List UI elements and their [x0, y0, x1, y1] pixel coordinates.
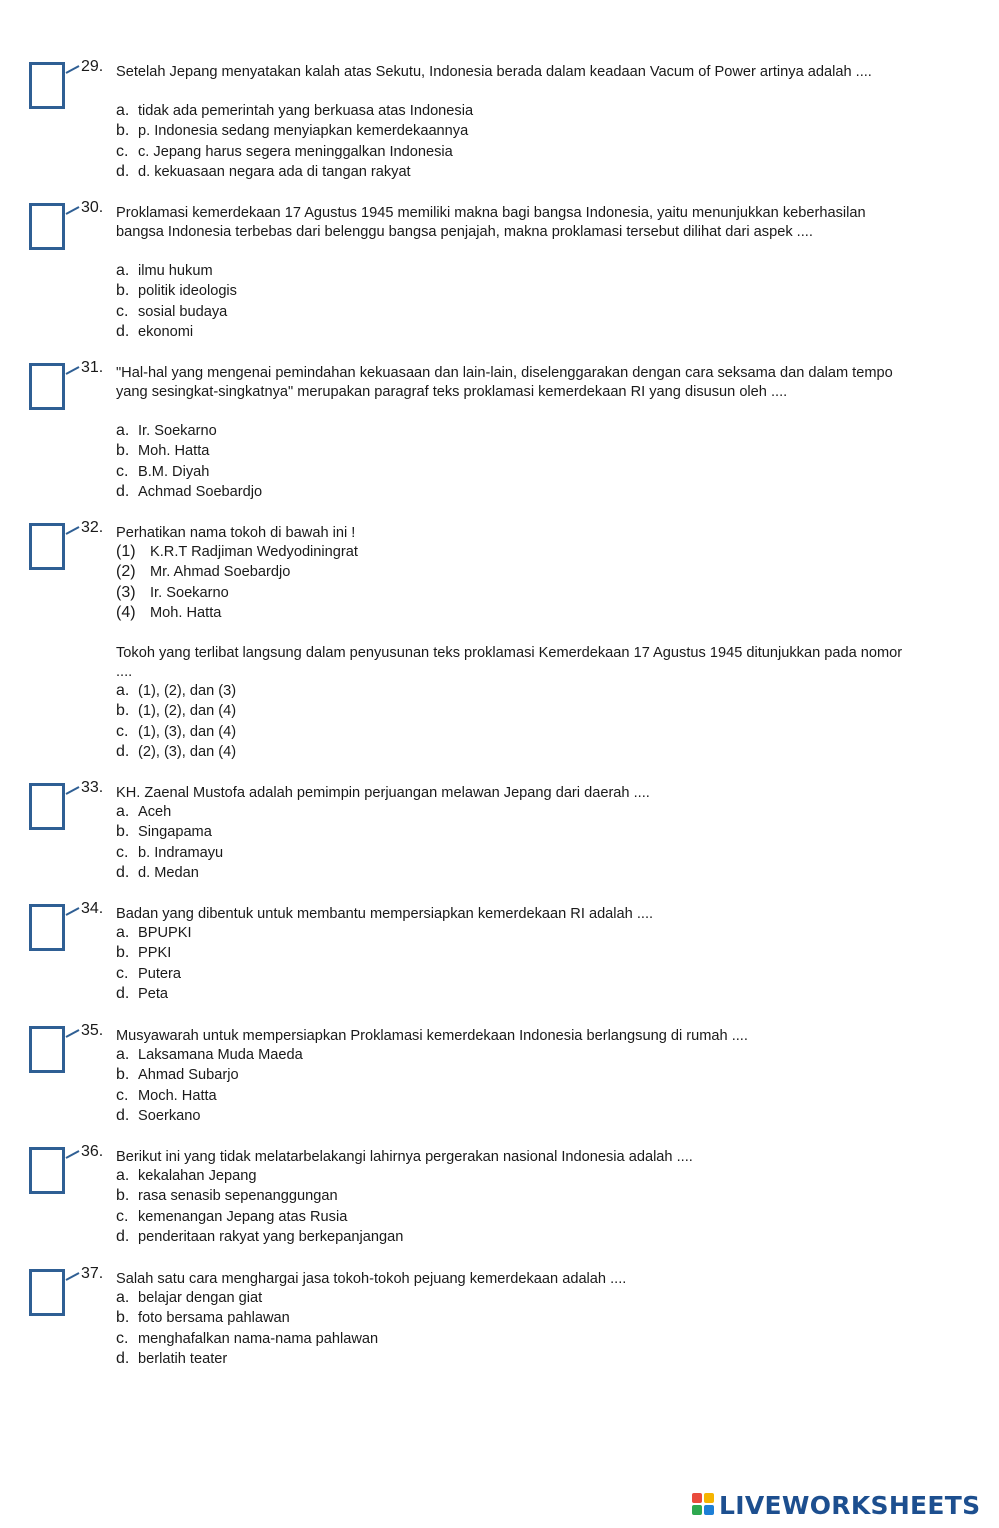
option-d [116, 1106, 916, 1126]
option-a [116, 1288, 916, 1308]
statement-item [116, 542, 916, 562]
option-c [116, 302, 916, 322]
option-text: PPKI [138, 945, 172, 962]
option-text: penderitaan rakyat yang berkepanjangan [138, 1229, 404, 1246]
statement-number: (3) [116, 583, 136, 601]
statement-item [116, 583, 916, 603]
option-b [116, 822, 916, 842]
option-a [116, 802, 916, 822]
option-letter: c. [116, 843, 129, 861]
statement-text: Ir. Soekarno [150, 584, 229, 601]
question-number: 30. [81, 199, 104, 216]
statement-text: Mr. Ahmad Soebardjo [150, 564, 291, 581]
pointer-tick-icon [66, 365, 80, 375]
option-text: d. Medan [138, 865, 199, 882]
option-letter: d. [116, 1228, 130, 1246]
option-b [116, 1065, 916, 1085]
option-letter: b. [116, 442, 130, 460]
option-letter: c. [116, 1329, 129, 1347]
pointer-tick-icon [66, 64, 80, 74]
option-list [116, 1166, 916, 1248]
option-text: Ir. Soekarno [138, 423, 217, 439]
option-text: politik ideologis [138, 283, 237, 300]
question-number: 34. [81, 900, 104, 917]
option-text: kemenangan Jepang atas Rusia [138, 1208, 348, 1225]
statement-text: Moh. Hatta [150, 605, 222, 622]
option-text: rasa senasib sepenanggungan [138, 1188, 338, 1205]
option-d [116, 863, 916, 883]
option-b [116, 441, 916, 461]
question-prompt: Tokoh yang terlibat langsung dalam penyusunan teks proklamasi Kemerdekaan 17 Agustus 1945 ditunjukkan pada nomor .... [116, 645, 903, 680]
question-text: "Hal-hal yang mengenai pemindahan kekuasaan dan lain-lain, diselenggarakan dengan cara seksama dan dalam tempo yang sesingkat-singkatnya" merupakan paragraf teks proklamasi kemerdekaan RI yang disusun oleh .... [116, 365, 893, 400]
option-list [116, 1045, 916, 1127]
option-letter: d. [116, 163, 130, 181]
question-number: 32. [81, 519, 104, 536]
option-letter: a. [116, 924, 130, 941]
option-text: (1), (2), dan (3) [138, 683, 237, 699]
option-list [116, 421, 916, 503]
question-text: Setelah Jepang menyatakan kalah atas Sekutu, Indonesia berada dalam keadaan Vacum of Power artinya adalah .... [116, 64, 872, 80]
option-text: BPUPKI [138, 925, 192, 941]
statement-text: K.R.T Radjiman Wedyodiningrat [150, 544, 358, 560]
option-letter: d. [116, 323, 130, 341]
option-text: berlatih teater [138, 1351, 228, 1368]
option-text: sosial budaya [138, 303, 228, 320]
option-letter: c. [116, 722, 129, 740]
option-text: Singapama [138, 824, 212, 841]
option-text: Aceh [138, 804, 172, 820]
statement-number: (4) [116, 604, 136, 622]
option-b [116, 121, 916, 141]
question-text: Proklamasi kemerdekaan 17 Agustus 1945 memiliki makna bagi bangsa Indonesia, yaitu menunjukkan keberhasilan bangsa Indonesia terbebas dari belenggu bangsa penjajah, makna proklamasi tersebut dilihat dari aspek .... [116, 205, 866, 240]
option-d [116, 1227, 916, 1247]
question-text: KH. Zaenal Mustofa adalah pemimpin perjuangan melawan Jepang dari daerah .... [116, 785, 650, 801]
option-text: Peta [138, 986, 169, 1003]
option-letter: a. [116, 1167, 130, 1184]
option-d [116, 1349, 916, 1369]
liveworksheets-logo-icon [692, 1493, 716, 1517]
option-letter: c. [116, 1086, 129, 1104]
option-letter: b. [116, 1187, 130, 1205]
option-d [116, 984, 916, 1004]
liveworksheets-logo [692, 1488, 980, 1522]
option-text: Ahmad Subarjo [138, 1067, 239, 1084]
option-c [116, 964, 916, 984]
option-d [116, 742, 916, 762]
option-letter: d. [116, 1107, 130, 1125]
pointer-tick-icon [66, 1149, 80, 1159]
question-number: 31. [81, 359, 104, 376]
option-letter: d. [116, 1350, 130, 1368]
option-a [116, 1166, 916, 1186]
question-text: Perhatikan nama tokoh di bawah ini ! [116, 525, 356, 541]
answer-box-37[interactable] [29, 1269, 65, 1316]
option-letter: a. [116, 682, 130, 699]
option-b [116, 1308, 916, 1328]
option-a [116, 261, 916, 281]
option-letter: a. [116, 803, 130, 820]
option-letter: c. [116, 142, 129, 160]
option-letter: b. [116, 944, 130, 962]
question-text: Musyawarah untuk mempersiapkan Proklamasi kemerdekaan Indonesia berlangsung di rumah .... [116, 1028, 748, 1044]
pointer-tick-icon [66, 1028, 80, 1038]
option-text: (2), (3), dan (4) [138, 744, 237, 761]
brand-name: LIVEWORKSHEETS [719, 1490, 981, 1520]
option-c [116, 1329, 916, 1349]
answer-box-34[interactable] [29, 904, 65, 951]
option-list [116, 923, 916, 1005]
option-text: kekalahan Jepang [138, 1168, 257, 1184]
pointer-tick-icon [66, 525, 80, 535]
answer-box-35[interactable] [29, 1026, 65, 1073]
option-letter: c. [116, 302, 129, 320]
option-list [116, 1288, 916, 1370]
option-text: B.M. Diyah [138, 463, 210, 480]
option-letter: d. [116, 743, 130, 761]
question-text: Berikut ini yang tidak melatarbelakangi lahirnya pergerakan nasional Indonesia adalah .... [116, 1149, 693, 1165]
option-c [116, 1207, 916, 1227]
option-c [116, 462, 916, 482]
pointer-tick-icon [66, 785, 80, 795]
option-letter: b. [116, 823, 130, 841]
option-letter: c. [116, 964, 129, 982]
option-letter: b. [116, 1309, 130, 1327]
option-text: Moch. Hatta [138, 1087, 217, 1104]
option-list [116, 681, 916, 763]
option-text: c. Jepang harus segera meninggalkan Indonesia [138, 143, 453, 160]
option-d [116, 482, 916, 502]
option-d [116, 162, 916, 182]
option-b [116, 1186, 916, 1206]
option-text: tidak ada pemerintah yang berkuasa atas Indonesia [138, 103, 474, 119]
option-text: Putera [138, 965, 181, 982]
statement-item [116, 603, 916, 623]
option-letter: a. [116, 102, 130, 119]
pointer-tick-icon [66, 205, 80, 215]
statement-item [116, 562, 916, 582]
answer-box-32[interactable] [29, 523, 65, 570]
option-text: (1), (2), dan (4) [138, 703, 237, 720]
question-text: Badan yang dibentuk untuk membantu mempersiapkan kemerdekaan RI adalah .... [116, 906, 654, 922]
option-letter: a. [116, 422, 130, 439]
option-text: Soerkano [138, 1108, 201, 1125]
option-b [116, 943, 916, 963]
answer-box-31[interactable] [29, 363, 65, 410]
question-number: 37. [81, 1265, 104, 1282]
option-b [116, 701, 916, 721]
question-text: Salah satu cara menghargai jasa tokoh-tokoh pejuang kemerdekaan adalah .... [116, 1271, 627, 1287]
option-b [116, 281, 916, 301]
question-number: 29. [81, 58, 104, 75]
option-letter: d. [116, 864, 130, 882]
option-text: ilmu hukum [138, 263, 213, 279]
option-list [116, 101, 916, 183]
answer-box-30[interactable] [29, 203, 65, 250]
option-text: Achmad Soebardjo [138, 484, 263, 501]
option-letter: b. [116, 282, 130, 300]
option-list [116, 261, 916, 343]
option-c [116, 142, 916, 162]
option-text: b. Indramayu [138, 844, 224, 861]
option-a [116, 923, 916, 943]
option-letter: d. [116, 985, 130, 1003]
option-letter: a. [116, 1046, 130, 1063]
option-text: d. kekuasaan negara ada di tangan rakyat [138, 164, 411, 181]
option-a [116, 1045, 916, 1065]
question-number: 33. [81, 779, 104, 796]
option-text: (1), (3), dan (4) [138, 723, 237, 740]
option-a [116, 681, 916, 701]
option-text: belajar dengan giat [138, 1290, 263, 1306]
answer-box-29[interactable] [29, 62, 65, 109]
option-a [116, 421, 916, 441]
question-number: 36. [81, 1143, 104, 1160]
option-letter: a. [116, 1289, 130, 1306]
option-letter: b. [116, 122, 130, 140]
option-d [116, 322, 916, 342]
option-letter: a. [116, 262, 130, 279]
option-c [116, 1086, 916, 1106]
option-text: Moh. Hatta [138, 443, 210, 460]
pointer-tick-icon [66, 906, 80, 916]
option-text: foto bersama pahlawan [138, 1310, 290, 1327]
option-text: Laksamana Muda Maeda [138, 1047, 303, 1063]
question-number: 35. [81, 1022, 104, 1039]
option-text: menghafalkan nama-nama pahlawan [138, 1330, 379, 1347]
answer-box-33[interactable] [29, 783, 65, 830]
pointer-tick-icon [66, 1271, 80, 1281]
answer-box-36[interactable] [29, 1147, 65, 1194]
option-text: p. Indonesia sedang menyiapkan kemerdekaannya [138, 123, 469, 140]
option-letter: d. [116, 483, 130, 501]
option-text: ekonomi [138, 324, 194, 341]
option-letter: c. [116, 1207, 129, 1225]
option-letter: b. [116, 1066, 130, 1084]
statement-list [116, 542, 916, 624]
statement-number: (1) [116, 543, 136, 560]
option-c [116, 843, 916, 863]
option-letter: c. [116, 462, 129, 480]
statement-number: (2) [116, 563, 136, 581]
option-c [116, 722, 916, 742]
option-list [116, 802, 916, 884]
option-letter: b. [116, 702, 130, 720]
option-a [116, 101, 916, 121]
